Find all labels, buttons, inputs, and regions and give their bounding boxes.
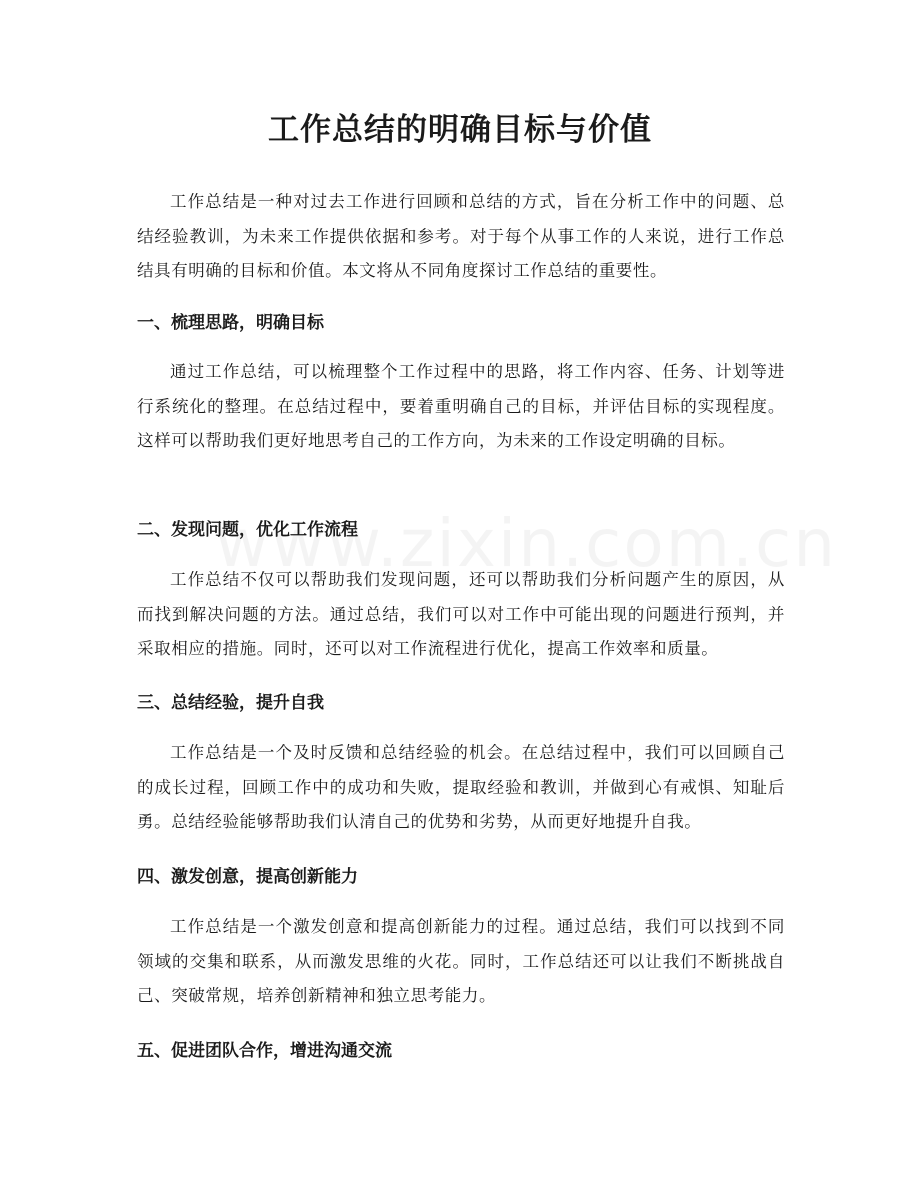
intro-paragraph: 工作总结是一种对过去工作进行回顾和总结的方式，旨在分析工作中的问题、总结经验教训，为未来工作提供依据和参考。对于每个从事工作的人来说，进行工作总结具有明确的目标和价值。本文将从不同角度探讨工作总结的重要性。 xyxy=(137,192,785,280)
section-3-body: 工作总结是一个及时反馈和总结经验的机会。在总结过程中，我们可以回顾自己的成长过程，回顾工作中的成功和失败，提取经验和教训，并做到心有戒惧、知耻后勇。总结经验能够帮助我们认清自己的优势和劣势，从而更好地提升自我。 xyxy=(137,743,785,831)
page-title: 工作总结的明确目标与价值 xyxy=(268,112,652,148)
section-3-heading: 三、总结经验，提升自我 xyxy=(137,693,324,713)
section-1-body: 通过工作总结，可以梳理整个工作过程中的思路，将工作内容、任务、计划等进行系统化的整理。在总结过程中，要着重明确自己的目标，并评估目标的实现程度。这样可以帮助我们更好地思考自己的工作方向，为未来的工作设定明确的目标。 xyxy=(137,362,785,450)
section-2-body: 工作总结不仅可以帮助我们发现问题，还可以帮助我们分析问题产生的原因，从而找到解决问题的方法。通过总结，我们可以对工作中可能出现的问题进行预判，并采取相应的措施。同时，还可以对工作流程进行优化，提高工作效率和质量。 xyxy=(137,570,785,658)
section-1-heading: 一、梳理思路，明确目标 xyxy=(137,313,324,333)
section-4-heading: 四、激发创意，提高创新能力 xyxy=(137,867,358,887)
section-2-heading: 二、发现问题，优化工作流程 xyxy=(137,520,358,540)
section-4-body: 工作总结是一个激发创意和提高创新能力的过程。通过总结，我们可以找到不同领域的交集和联系，从而激发思维的火花。同时，工作总结还可以让我们不断挑战自己、突破常规，培养创新精神和独立思考能力。 xyxy=(137,917,785,1005)
section-5-heading: 五、促进团队合作，增进沟通交流 xyxy=(137,1041,392,1061)
